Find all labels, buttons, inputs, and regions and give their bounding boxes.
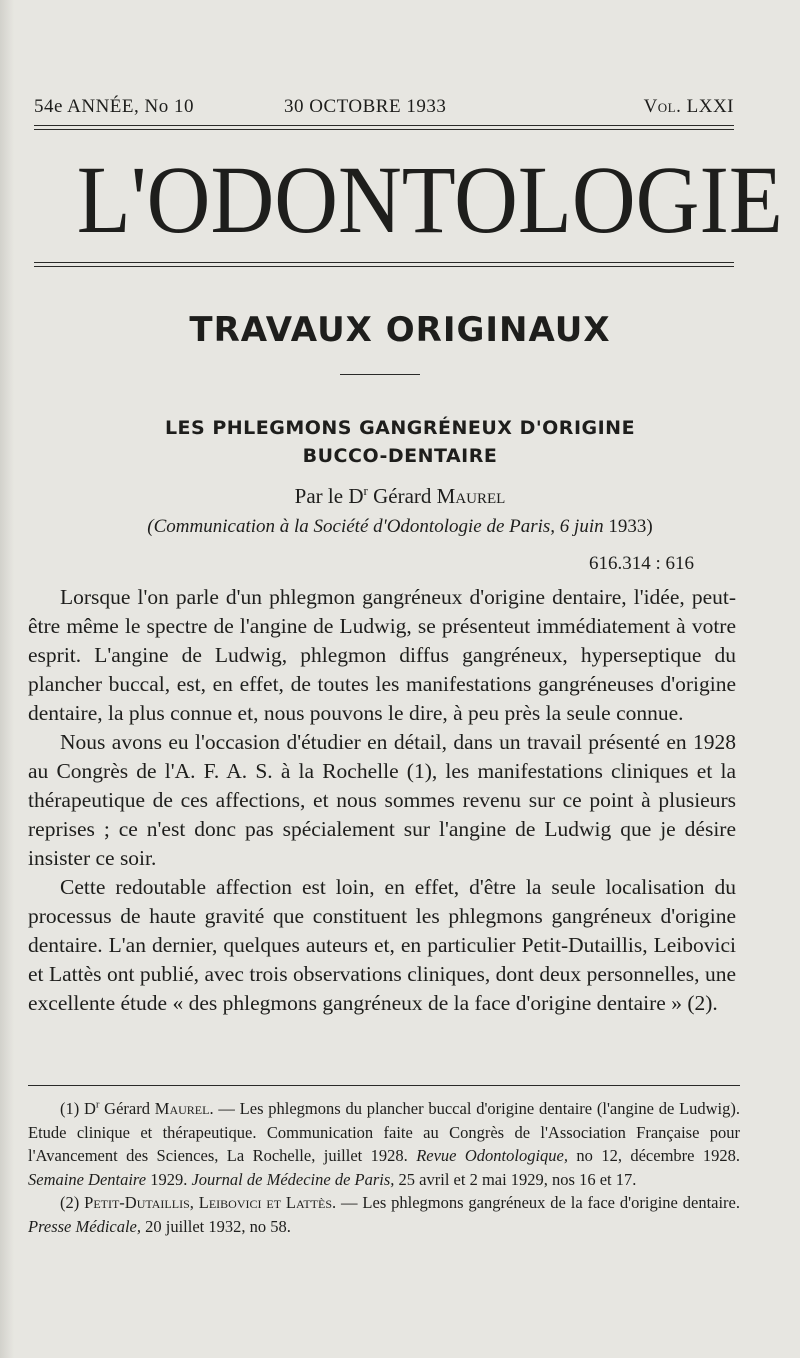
masthead-rule [34,262,734,267]
issue-number: 54e ANNÉE, No 10 [34,96,194,117]
footnote-1-text-d: 25 avril et 2 mai 1929, nos 16 et 17. [398,1169,637,1189]
classification-code: 616.314 : 616 [588,553,694,574]
communication-text: (Communication à la Société d'Odontologie de Paris, 6 juin [147,516,604,537]
footnotes [28,1097,740,1238]
page-gutter-shadow [0,0,14,1358]
communication-year: 1933) [608,516,653,537]
article-byline [0,484,800,509]
author-first-name: Gérard [373,484,432,508]
footnote-2-number: (2) [60,1193,80,1212]
footnote-1-number: (1) [60,1099,80,1118]
communication-note [0,516,800,538]
journal-masthead: L'ODONTOLOGIE [76,146,783,253]
footnote-2 [28,1191,740,1238]
footnote-1-text-a: — Les phlegmons du plancher buccal d'origine dentaire (l'angine de Ludwig). Etude clinique et thérapeutique. Communication faite au Congrès de l'Association Française pour l'Avancement des Sciences, La Rochelle, juillet 1928. [28,1099,741,1165]
volume-number: Vol. LXXI [643,96,734,117]
article-body [28,583,736,1018]
footnote-1-text-c: 1929. [150,1169,188,1189]
header-rule [34,125,734,130]
footnote-1-author-last: Maurel. [154,1099,214,1118]
footnote-1-journal-1: Revue Odontologique, [416,1146,569,1165]
footnote-1-author-prefix: D [84,1099,96,1118]
author-last-name: Maurel [436,484,506,508]
footnote-rule [28,1085,740,1086]
body-paragraph-2: Nous avons eu l'occasion d'étudier en détail, dans un travail présenté en 1928 au Congrès de l'A. F. A. S. à la Rochelle (1), les manifestations cliniques et la thérapeutique de ces affections, et nous sommes revenu sur ce point à plusieurs reprises ; ce n'est donc pas spécialement sur l'angine de Ludwig que je désire insister ce soir. [28,730,736,870]
article-title-line-1: LES PHLEGMONS GANGRÉNEUX D'ORIGINE [164,417,636,439]
article-title [40,414,760,470]
footnote-1 [28,1097,740,1191]
footnote-1-text-b: no 12, décembre 1928. [576,1146,741,1165]
footnote-2-journal: Presse Médicale, [28,1216,142,1236]
byline-title-sup: r [363,483,368,498]
body-paragraph-1: Lorsque l'on parle d'un phlegmon gangréneux d'origine dentaire, l'idée, peut-être même le spectre de l'angine de Ludwig, se présenteut immédiatement à votre esprit. L'angine de Ludwig, phlegmon diffus gangréneux, hyperseptique du plancher buccal, est, en effet, de toutes les manifestations gangréneuses d'origine dentaire, la plus connue et, nous pouvons le dire, à peu près la seule connue. [28,585,736,725]
footnote-2-text-a: — Les phlegmons gangréneux de la face d'origine dentaire. [341,1193,741,1212]
byline-prefix: Par le D [294,484,364,508]
footnote-1-journal-2: Semaine Dentaire [28,1169,147,1189]
section-divider [340,374,420,375]
footnote-1-author-first: Gérard [104,1099,150,1118]
article-title-line-2: BUCCO-DENTAIRE [302,445,498,467]
footnote-2-authors: Petit-Dutaillis, Leibovici et Lattès. [84,1193,337,1212]
body-paragraph-3: Cette redoutable affection est loin, en effet, d'être la seule localisation du processus de haute gravité que constituent les phlegmons gangréneux d'origine dentaire. L'an dernier, quelques auteurs et, en particulier Petit-Dutaillis, Leibovici et Lattès ont publié, avec trois observations cliniques, dont deux personnelles, une excellente étude « des phlegmons gangréneux de la face d'origine dentaire » (2). [28,875,736,1015]
issue-date: 30 OCTOBRE 1933 [284,96,447,117]
footnote-1-author-sup: r [95,1099,100,1111]
section-title: TRAVAUX ORIGINAUX [189,310,611,350]
footnote-1-journal-3: Journal de Médecine de Paris, [191,1169,395,1189]
issue-header [34,96,734,124]
footnote-2-text-b: 20 juillet 1932, no 58. [145,1216,291,1236]
